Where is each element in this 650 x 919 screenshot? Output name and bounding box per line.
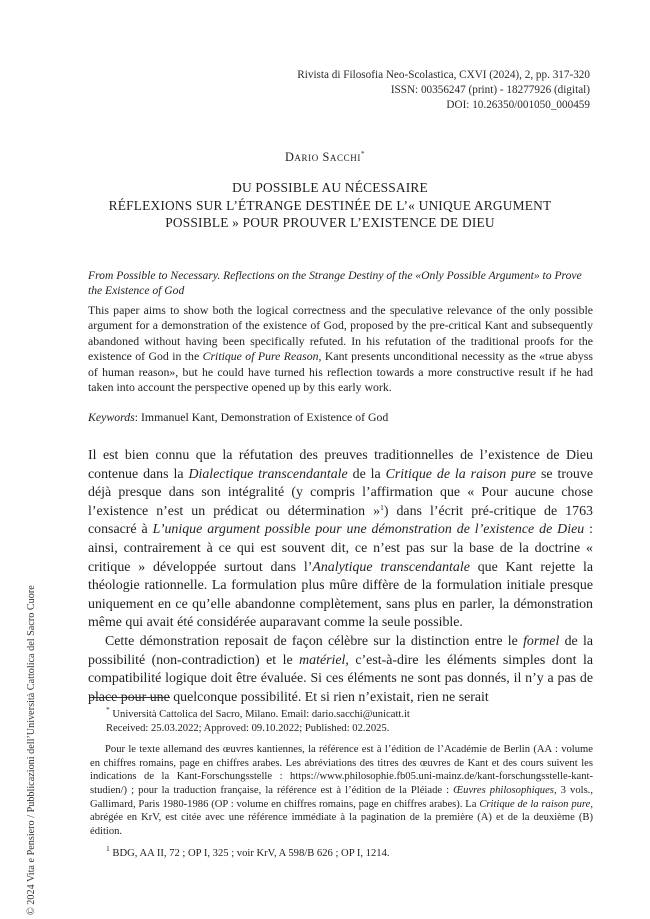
- body-text: [88, 447, 593, 707]
- footnote-1-mark: 1: [106, 844, 110, 854]
- editions-italic-critique: Critique de la raison pure: [479, 798, 591, 810]
- p2-text-c: de la possibilité (non-contradiction) et le: [88, 633, 593, 668]
- abstract-text-2: , Kant presents unconditional necessity as the «true abyss of human reason», but he could have turned his reflection towards a more constructive result if he had taken into account the perspective opened up by this early work.: [88, 349, 593, 395]
- received-dates: Received: 25.03.2022; Approved: 09.10.2022; Published: 02.2025.: [106, 722, 390, 734]
- p1-italic-dialectique: Dialectique transcendantale: [188, 466, 348, 482]
- footnote-ref-1[interactable]: 1: [380, 502, 384, 512]
- p2-italic-formel: formel: [523, 633, 560, 649]
- editions-text-a: Pour le texte allemand des œuvres kantiennes, la référence est à l’édition de l’Académie de Berlin (AA : volume en chiffres romains, page en chiffres arabes. Les abréviations des titres des œuvres de Kant et des cours suivent les indications de la Kant-Forschungsstelle : https://www.philosophie.fb05.uni-mainz.de/kant-forschungsstelle-kant-studien/) ; pour la traduction française, la référence est à l’édition de la Pléiade :: [90, 744, 593, 796]
- abstract-italic-title: Critique of Pure Reason: [202, 349, 319, 364]
- article-title: [95, 179, 565, 232]
- footnote-1: [90, 844, 593, 861]
- title-subtitle-line1: RÉFLEXIONS SUR L’ÉTRANGE DESTINÉE DE L’« UNIQUE ARGUMENT: [108, 197, 552, 213]
- p1-text-j: que Kant rejette la théologie rationnelle. La formulation plus mûre diffère de la formulation initiale presque uniquement en ce qu’elle abandonne complètement, sans plus en parler, la démonstration même qui avait été considérée auparavant comme la seule possible.: [88, 559, 593, 631]
- editions-text-c: , 3 vols., Gallimard, Paris 1980-1986 (OP : volume en chiffres romains, page en chiffres arabes). La: [90, 784, 593, 810]
- footnote-1-text: BDG, AA II, 72 ; OP I, 325 ; voir KrV, A 598/B 626 ; OP I, 1214.: [109, 848, 390, 860]
- p2-text-a: Cette démonstration reposait de façon célèbre sur la distinction entre le: [105, 633, 524, 649]
- p1-italic-unique-argument: L’unique argument possible pour une démonstration de l’existence de Dieu: [152, 522, 585, 538]
- journal-header: [297, 68, 590, 113]
- title-subtitle-line2: POSSIBLE » POUR PROUVER L’EXISTENCE DE DIEU: [165, 215, 495, 230]
- paragraph-1: [88, 447, 593, 633]
- p1-italic-analytique: Analytique transcendantale: [312, 559, 470, 575]
- p1-italic-critique: Critique de la raison pure: [385, 466, 537, 482]
- footnote-affiliation: [90, 705, 593, 735]
- author-footnote-mark[interactable]: *: [360, 150, 366, 158]
- p1-text-h: : ainsi, contrairement à ce qui est souvent dit, ce n’est pas sur la base de la doctrine « critique » développée surtout dans l’: [88, 522, 593, 575]
- p1-text-a: Il est bien connu que la réfutation des preuves traditionnelles de l’existence de Dieu contenue dans la: [88, 448, 593, 482]
- journal-issn: ISSN: 00356247 (print) - 18277926 (digital): [390, 84, 590, 96]
- p2-text-e: , c’est-à-dire les éléments simples dont la compatibilité logique doit être évaluée. Si ces éléments ne sont pas donnés, il n’y a pas de place pour une quelconque possibilité. Et si rien n’existait, rien ne serait: [88, 652, 593, 705]
- copyright-text: © 2024 Vita e Pensiero / Pubblicazioni dell’Università Cattolica del Sacro Cuore: [26, 585, 37, 915]
- journal-citation: Rivista di Filosofia Neo-Scolastica, CXVI (2024), 2, pp. 317-320: [297, 69, 590, 81]
- keywords: [88, 410, 593, 425]
- english-title: From Possible to Necessary. Reflections on the Strange Destiny of the «Only Possible Argument» to Prove the Existence of God: [88, 269, 582, 298]
- editions-italic-oeuvres: Œuvres philosophiques: [453, 784, 554, 796]
- footnotes: [90, 705, 593, 861]
- abstract: [88, 303, 593, 395]
- keywords-label: Keywords: [88, 410, 135, 424]
- journal-doi: DOI: 10.26350/001050_000459: [446, 99, 590, 111]
- footnote-divider: [90, 697, 170, 698]
- affiliation-text: Università Cattolica del Sacro, Milano. Email: dario.sacchi@unicatt.it: [109, 709, 410, 720]
- title-main: DU POSSIBLE AU NÉCESSAIRE: [232, 180, 428, 195]
- abstract-text-1: This paper aims to show both the logical correctness and the speculative relevance of the only possible argument for a demonstration of the existence of God, proposed by the pre-critical Kant and subsequently abandoned without having been specifically refuted. In his refutation of the traditional proofs for the existence of God in the: [88, 303, 593, 364]
- copyright-sidebar: [25, 495, 39, 915]
- keywords-text: : Immanuel Kant, Demonstration of Existence of God: [134, 410, 389, 424]
- footnote-editions: [90, 743, 593, 838]
- p1-text-c: de la: [347, 466, 386, 482]
- p2-italic-materiel: matériel: [299, 652, 346, 668]
- author-line: [0, 150, 650, 165]
- p1-text-f: ) dans l’écrit pré-critique de 1763 consacré à: [88, 503, 593, 538]
- affiliation-mark: *: [106, 705, 110, 714]
- author-name: Dario Sacchi: [284, 150, 361, 164]
- p1-text-e: se trouve déjà presque dans son intégralité (y compris l’affirmation que « Pour aucune chose l’existence n’est un prédicat ou détermination »: [88, 466, 593, 519]
- editions-text-e: , abrégée en KrV, est citée avec une référence immédiate à la pagination de la première (A) et de la deuxième (B) édition.: [90, 798, 593, 837]
